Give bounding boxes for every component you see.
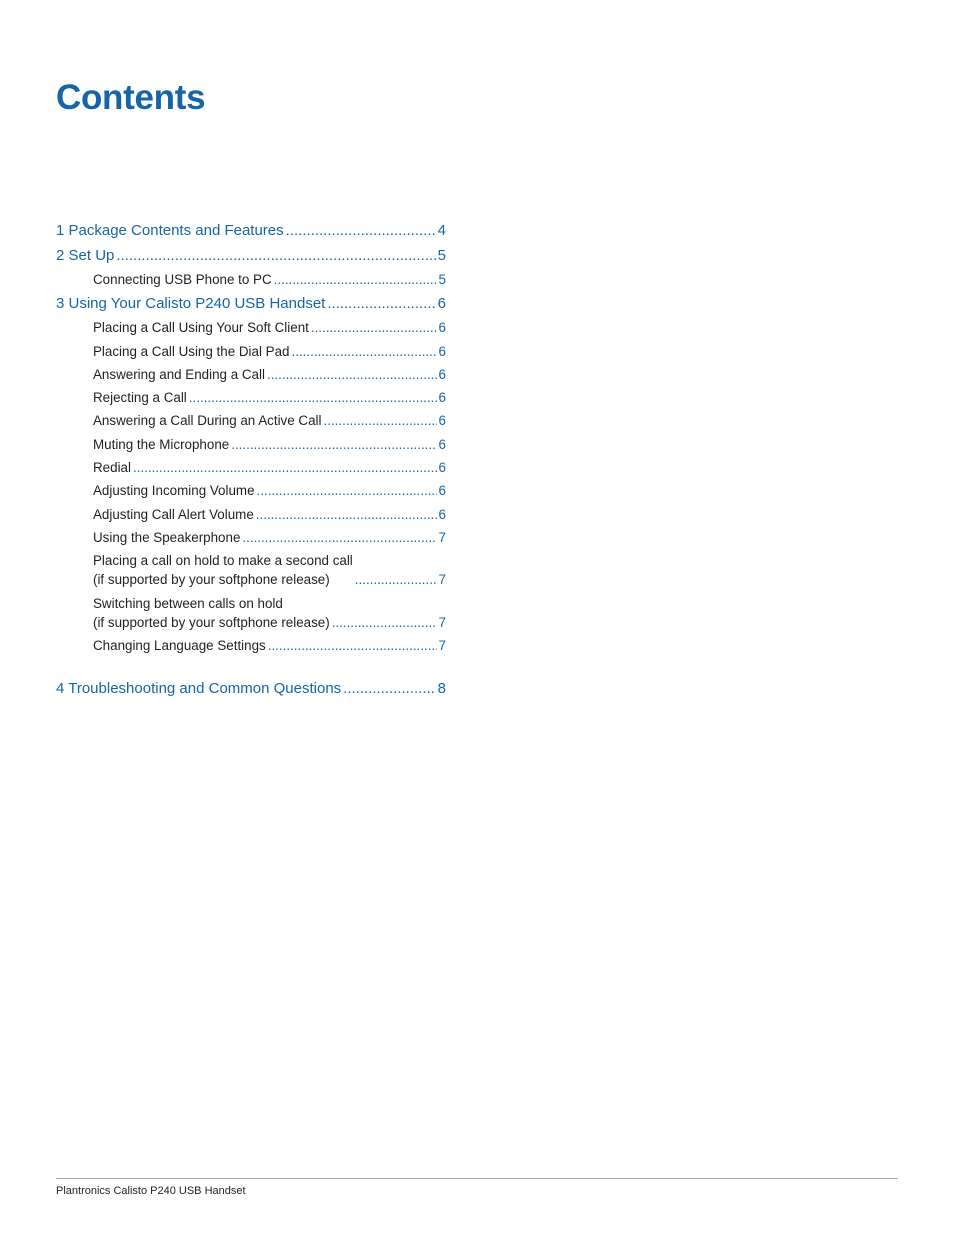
toc-dot-leader [332,613,437,632]
toc-section-link[interactable] [56,365,446,384]
toc-dot-leader [268,636,437,655]
toc-section-link[interactable] [56,551,446,589]
toc-entry-title [93,458,131,477]
toc-entry-title [93,318,309,337]
toc-dot-leader [292,342,437,361]
toc-entry-title [56,678,341,699]
toc-page-number: 6 [438,343,446,359]
toc-entry-title [93,528,240,547]
toc-section-link[interactable] [56,435,446,454]
toc-dot-leader [311,318,437,337]
toc-section-link[interactable] [56,411,446,430]
toc-entry-title-line: Switching between calls on hold [93,595,283,611]
toc-dot-leader [189,388,437,407]
toc-page-number: 8 [437,679,446,697]
toc-page-number: 5 [437,247,446,264]
toc-page-number: 7 [438,529,446,545]
toc-entry-title-line: 3 Using Your Calisto P240 USB Handset [56,295,326,313]
toc-section-link[interactable] [56,458,446,477]
toc-dot-leader [343,678,435,699]
toc-page-number: 6 [438,460,446,476]
toc-entry-title-line: Answering a Call During an Active Call [93,413,322,429]
toc-entry-title [93,270,272,289]
page-title: Contents [56,78,206,117]
toc-page-number: 6 [438,390,446,406]
toc-page-number: 7 [438,614,446,630]
toc-page-number: 6 [438,483,446,499]
toc-entry-title-line: Adjusting Incoming Volume [93,483,255,499]
toc-entry-title-line: (if supported by your softphone release) [93,572,330,588]
toc-dot-leader [231,435,436,454]
toc-entry-title-line: Using the Speakerphone [93,529,241,545]
toc-entry-title-line: Rejecting a Call [93,390,187,406]
toc-section-link[interactable] [56,528,446,547]
toc-entry-title-line: (if supported by your softphone release) [93,614,330,630]
toc-section-link[interactable] [56,481,446,500]
toc-dot-leader [274,270,437,289]
toc-dot-leader [242,528,436,547]
toc-dot-leader [133,458,437,477]
toc-dot-leader [267,365,437,384]
toc-entry-title [93,481,255,500]
toc-entry-title-line: Connecting USB Phone to PC [93,272,272,287]
toc-entry-title-line: Muting the Microphone [93,436,230,452]
toc-entry-title [56,220,284,241]
footer-divider [56,1178,898,1179]
toc-section-link[interactable] [56,388,446,407]
toc-entry-title-line: Adjusting Call Alert Volume [93,506,254,522]
toc-entry-title [93,505,254,524]
toc-page-number: 6 [438,320,446,336]
toc-entry-title-line: Placing a call on hold to make a second call [93,553,353,569]
toc-entry-title [93,365,265,384]
toc-entry-title [93,636,266,655]
toc-entry-title-line: 4 Troubleshooting and Common Questions [56,679,342,697]
toc-chapter-link[interactable] [56,293,446,314]
toc-entry-title-line: 2 Set Up [56,247,115,264]
toc-section-link[interactable] [56,342,446,361]
toc-entry-title-line: Changing Language Settings [93,637,266,653]
toc-entry-title-line: Placing a Call Using Your Soft Client [93,320,309,336]
toc-page-number: 7 [438,572,446,588]
toc-dot-leader [324,411,437,430]
toc-dot-leader [256,505,437,524]
toc-chapter-link[interactable] [56,678,446,699]
toc-dot-leader [257,481,437,500]
toc-entry-title [93,435,229,454]
toc-entry-title [56,245,114,266]
toc-section-link[interactable] [56,636,446,655]
toc-entry-title-line: Placing a Call Using the Dial Pad [93,343,290,359]
toc-dot-leader [355,570,437,589]
toc-entry-title [93,551,353,589]
toc-page-number: 6 [438,413,446,429]
toc-entry-title [93,594,330,632]
toc-page-number: 6 [438,366,446,382]
toc-section-link[interactable] [56,594,446,632]
toc-section-link[interactable] [56,505,446,524]
toc-entry-title [93,411,322,430]
toc-page-number: 5 [438,272,446,287]
toc-entry-title-line: Redial [93,460,131,476]
toc-page-number: 6 [437,295,446,313]
footer-text: Plantronics Calisto P240 USB Handset [56,1185,246,1197]
toc-page-number: 6 [438,436,446,452]
toc-entry-title [93,342,290,361]
toc-section-link[interactable] [56,270,446,289]
toc-entry-title-line: 1 Package Contents and Features [56,222,284,239]
table-of-contents [56,220,446,703]
toc-entry-title [56,293,325,314]
toc-chapter-link[interactable] [56,220,446,241]
toc-dot-leader [327,293,435,314]
toc-chapter-link[interactable] [56,245,446,266]
toc-page-number: 4 [437,222,446,239]
toc-entry-title [93,388,187,407]
toc-dot-leader [286,220,436,241]
toc-page-number: 7 [438,637,446,653]
toc-dot-leader [116,245,435,266]
toc-entry-title-line: Answering and Ending a Call [93,366,265,382]
toc-section-link[interactable] [56,318,446,337]
toc-page-number: 6 [438,506,446,522]
